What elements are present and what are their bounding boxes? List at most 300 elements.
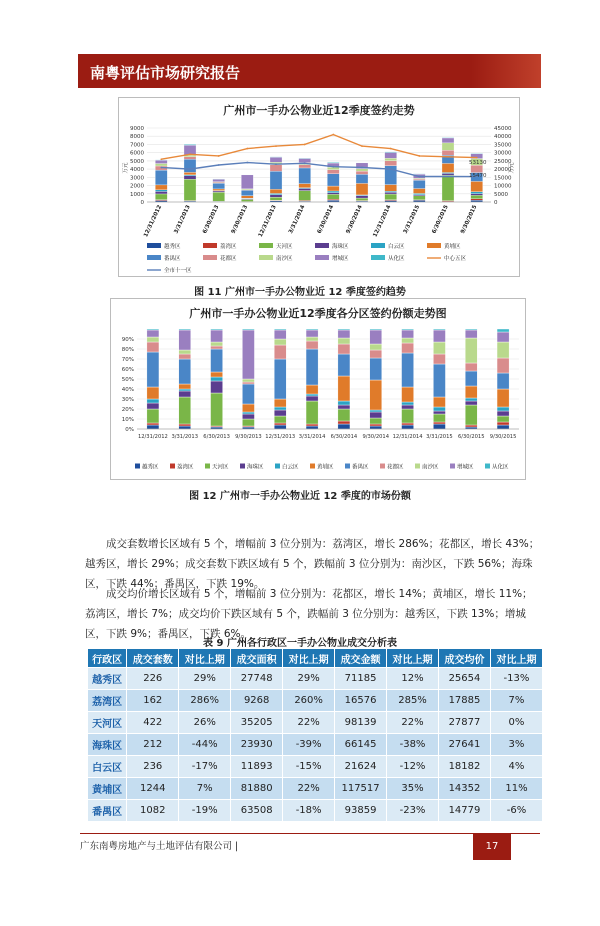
bar-segment [497,358,509,373]
bar-segment [306,396,318,401]
bar-segment [433,330,445,342]
line-point [160,167,162,169]
bar-segment [299,189,311,191]
legend-swatch [275,464,280,469]
legend-label: 南沙区 [276,256,293,262]
value-cell: 117517 [335,778,387,800]
y-tick-label: 9000 [130,126,144,132]
bar-segment [306,394,318,396]
value-cell: 98139 [335,712,387,734]
value-cell: 4% [490,756,542,778]
value-cell: 17885 [439,690,491,712]
bar-segment [338,338,350,344]
bar-segment [179,329,191,330]
x-tick-label: 9/30/2014 [362,434,390,440]
y-tick-label: 50% [121,377,134,383]
line-series [161,135,476,160]
line-point [189,168,191,170]
bar-segment [356,198,368,200]
bar-segment [442,163,454,172]
line-point [275,145,277,147]
page-number: 17 [485,841,499,852]
header-area-change: 对比上期 [283,649,335,668]
bar-segment [465,398,477,401]
bar-segment [155,191,167,193]
legend-swatch [485,464,490,469]
bar-segment [497,373,509,389]
bar-segment [356,169,368,171]
bar-segment [497,425,509,429]
footer-divider [80,833,540,834]
bar-segment [385,152,397,153]
bar-segment [147,329,159,330]
bar-segment [497,329,509,332]
y2-tick-label: 35000 [494,142,512,149]
x-tick-label: 3/31/2013 [173,204,192,235]
value-cell: 66145 [335,734,387,756]
x-tick-label: 6/30/2014 [316,204,336,235]
bar-segment [497,411,509,416]
bar-segment [270,195,282,197]
value-cell: 422 [127,712,179,734]
bar-segment [270,165,282,172]
bar-segment [213,191,225,192]
y-tick-label: 90% [121,337,134,343]
x-tick-label: 6/30/2013 [202,204,221,235]
table-row [88,756,543,778]
table-header-row [88,649,543,668]
bar-segment [242,379,254,382]
y-tick-label: 10% [121,417,134,423]
bar-segment [327,170,339,174]
y-tick-label: 3000 [130,175,144,182]
header-district: 行政区 [88,649,127,668]
value-cell: 26% [179,712,231,734]
bar-segment [306,401,318,424]
bar-segment [211,330,223,342]
bar-segment [370,344,382,350]
value-cell: -6% [490,800,542,822]
header-price-change: 对比上期 [490,649,542,668]
x-tick-label: 12/31/2014 [372,204,393,239]
legend-label: 中心五区 [444,256,467,262]
legend-swatch [427,243,441,248]
value-cell: 260% [283,690,335,712]
y2-tick-label: 15000 [494,175,512,182]
bar-segment [370,412,382,418]
line-point [418,155,420,157]
bar-segment [155,164,167,166]
bar-segment [465,338,477,363]
y2-axis-label: 万元 [509,162,515,174]
line-point [304,162,306,164]
legend-label: 海珠区 [247,464,264,471]
legend-swatch [315,243,329,248]
bar-segment [402,425,414,429]
table-title: 表 9 广州各行政区一手办公物业成交分析表 [203,638,397,649]
bar-segment [327,191,339,193]
chart-2-title: 广州市一手办公物业近12季度各分区签约份额走势图 [189,307,447,320]
bar-segment [242,329,254,330]
y-axis-label: 万元 [123,162,129,174]
legend-swatch [371,255,385,260]
bar-segment [306,329,318,330]
bar-segment [497,422,509,425]
value-cell: 11% [490,778,542,800]
header-amount: 成交金额 [335,649,387,668]
bar-segment [402,402,414,405]
line-point [189,153,191,155]
value-cell: 29% [283,668,335,690]
legend-swatch [259,255,273,260]
line-point [390,148,392,150]
line-point [275,163,277,165]
bar-segment [274,425,286,429]
bar-segment [385,192,397,194]
value-cell: 236 [127,756,179,778]
bar-segment [211,372,223,377]
table-row [88,690,543,712]
x-tick-label: 12/31/2013 [265,434,296,440]
bar-segment [338,421,350,424]
value-cell: 1244 [127,778,179,800]
bar-segment [147,425,159,429]
legend-swatch [315,255,329,260]
bar-segment [471,194,483,196]
value-cell: 22% [387,712,439,734]
line-point [447,156,449,158]
value-cell: 22% [283,778,335,800]
district-cell: 天河区 [88,712,127,734]
legend-label: 荔湾区 [177,464,194,471]
bar-segment [274,416,286,423]
bar-segment [356,183,368,195]
value-cell: 35% [387,778,439,800]
bar-segment [338,344,350,354]
value-cell: 7% [490,690,542,712]
bar-segment [306,426,318,429]
legend-label: 南沙区 [422,464,439,471]
bar-segment [274,407,286,410]
x-tick-label: 12/31/2012 [137,434,168,440]
value-cell: 14352 [439,778,491,800]
bar-segment [179,330,191,350]
bar-segment [433,422,445,424]
y-tick-label: 30% [121,397,134,403]
bar-segment [413,179,425,180]
bar-segment [402,353,414,387]
value-cell: -44% [179,734,231,756]
value-cell: 16576 [335,690,387,712]
bar-segment [471,181,483,191]
table-row [88,800,543,822]
bar-segment [327,174,339,186]
header-price: 成交均价 [439,649,491,668]
bar-segment [241,199,253,201]
value-cell: 21624 [335,756,387,778]
bar-segment [213,183,225,189]
bar-segment [433,354,445,364]
value-cell: 29% [179,668,231,690]
bar-segment [306,424,318,426]
bar-segment [155,170,167,185]
legend-swatch [380,464,385,469]
district-cell: 海珠区 [88,734,127,756]
value-cell: 23930 [231,734,283,756]
bar-segment [465,405,477,425]
bar-segment [211,329,223,330]
value-cell: 286% [179,690,231,712]
bar-segment [370,330,382,344]
value-cell: 81880 [231,778,283,800]
bar-segment [338,329,350,330]
line-point [332,134,334,136]
bar-segment [241,190,253,195]
bar-segment [242,404,254,412]
legend-swatch [415,464,420,469]
legend-label: 全市十一区 [164,268,192,274]
bar-segment [184,157,196,159]
x-tick-label: 3/31/2014 [288,204,307,235]
value-cell: 0% [490,712,542,734]
bar-segment [433,342,445,354]
header-accent [471,54,541,88]
figure-11-caption: 图 11 广州市一手办公物业近 12 季度签约趋势 [194,287,406,298]
bar-segment [241,175,253,189]
bar-segment [413,189,425,194]
value-cell: 14779 [439,800,491,822]
legend-label: 越秀区 [164,244,181,250]
legend-label: 白云区 [388,244,405,250]
legend-swatch [147,243,161,248]
x-tick-label: 9/30/2014 [345,204,364,235]
bar-segment [211,349,223,372]
bar-segment [211,342,223,346]
value-cell: 18182 [439,756,491,778]
line-point [447,176,449,178]
bar-segment [471,192,483,194]
legend-label: 花都区 [387,464,404,471]
bar-segment [413,180,425,188]
bar-segment [213,179,225,181]
chart-2-box [110,298,526,480]
value-cell: -38% [387,734,439,756]
chart-1-title: 广州市一手办公物业近12季度签约走势 [223,104,415,117]
bar-segment [465,363,477,371]
y2-tick-label: 40000 [494,134,512,141]
legend-label: 番禺区 [164,256,181,262]
bar-segment [465,425,477,427]
table-row [88,712,543,734]
bar-segment [402,405,414,409]
bar-segment [356,174,368,183]
line-point [246,162,248,164]
bar-segment [356,196,368,198]
bar-segment [147,342,159,352]
legend-swatch [205,464,210,469]
bar-segment [211,346,223,349]
chart-1-box [118,97,520,277]
bar-segment [147,403,159,409]
bar-segment [385,161,397,166]
value-cell: -18% [283,800,335,822]
bar-segment [179,424,191,426]
bar-segment [242,412,254,414]
bar-segment [274,330,286,339]
y-tick-label: 0% [125,427,134,433]
bar-segment [385,191,397,192]
x-tick-label: 9/30/2015 [489,434,517,440]
value-cell: 35205 [231,712,283,734]
x-tick-label: 12/31/2013 [257,204,278,239]
bar-segment [179,391,191,397]
bar-segment [184,159,196,172]
x-tick-label: 9/30/2015 [460,204,479,235]
bar-segment [274,399,286,407]
annotation-label: 15470 [469,173,487,179]
bar-segment [370,426,382,429]
y-tick-label: 40% [121,387,134,393]
value-cell: 285% [387,690,439,712]
value-cell: -12% [387,756,439,778]
bar-segment [242,384,254,404]
bar-segment [370,424,382,426]
bar-segment [497,342,509,358]
bar-segment [356,171,368,174]
bar-segment [147,423,159,425]
bar-segment [497,416,509,422]
y-tick-label: 2000 [130,183,144,190]
x-tick-label: 9/30/2013 [230,204,250,235]
bar-segment [370,410,382,412]
x-tick-label: 6/30/2015 [431,204,450,235]
bar-segment [155,194,167,200]
bar-segment [213,192,225,201]
y-tick-label: 7000 [130,142,144,149]
legend-label: 荔湾区 [220,244,237,250]
value-cell: 11893 [231,756,283,778]
bar-segment [433,424,445,429]
bar-segment [270,189,282,193]
value-cell: 27877 [439,712,491,734]
bar-segment [442,138,454,143]
bar-segment [155,190,167,192]
bar-segment [155,185,167,190]
bar-segment [327,162,339,163]
y2-tick-label: 10000 [494,183,512,190]
legend-label: 增城区 [332,256,349,262]
header-bar [78,54,541,88]
bar-segment [433,414,445,422]
bar-segment [242,330,254,379]
bar-segment [274,359,286,399]
bar-segment [306,349,318,385]
y2-tick-label: 20000 [494,167,512,174]
y-tick-label: 0 [140,200,144,206]
y-tick-label: 8000 [130,134,144,141]
bar-segment [402,409,414,423]
bar-segment [184,144,196,145]
district-cell: 荔湾区 [88,690,127,712]
header-amount-change: 对比上期 [387,649,439,668]
legend-swatch [147,255,161,260]
value-cell: 7% [179,778,231,800]
bar-segment [242,382,254,384]
bar-segment [385,158,397,160]
bar-segment [433,411,445,414]
bar-segment [184,179,196,200]
bar-segment [465,401,477,405]
legend-swatch [135,464,140,469]
bar-segment [327,194,339,199]
y2-tick-label: 30000 [494,150,512,157]
bar-segment [385,185,397,192]
legend-swatch [450,464,455,469]
bar-segment [338,330,350,338]
line-point [390,168,392,170]
bar-segment [155,160,167,163]
line-point [361,167,363,169]
legend-label: 增城区 [457,464,474,471]
y-tick-label: 1000 [130,191,144,198]
figure-12-caption: 图 12 广州市一手办公物业近 12 季度的市场份额 [189,491,411,502]
value-cell: 1082 [127,800,179,822]
bar-segment [299,191,311,201]
bar-segment [211,381,223,393]
y-tick-label: 6000 [130,150,144,157]
legend-label: 黄埔区 [317,464,334,471]
legend-label: 越秀区 [142,464,159,471]
bar-segment [402,338,414,343]
bar-segment [179,350,191,354]
x-tick-label: 6/30/2014 [330,434,358,440]
legend-label: 从化区 [492,464,509,471]
y-tick-label: 4000 [130,167,144,174]
y-tick-label: 60% [121,367,134,373]
bar-segment [497,332,509,342]
x-tick-label: 12/31/2012 [143,204,164,239]
bar-segment [433,329,445,330]
annotation-label: 53130 [469,160,487,166]
legend-swatch [203,243,217,248]
x-tick-label: 9/30/2013 [235,434,262,440]
bar-segment [497,389,509,407]
bar-segment [274,339,286,345]
bar-segment [413,193,425,194]
bar-segment [402,329,414,330]
footer-company: 广东南粤房地产与土地评估有限公司 | [80,841,239,852]
bar-segment [242,419,254,426]
bar-segment [370,329,382,330]
line-point [361,145,363,147]
district-cell: 白云区 [88,756,127,778]
value-cell: 93859 [335,800,387,822]
line-series [161,163,476,177]
bar-segment [179,397,191,424]
legend-swatch [203,255,217,260]
bar-segment [385,194,397,200]
district-cell: 越秀区 [88,668,127,690]
bar-segment [465,329,477,330]
bar-segment [442,175,454,200]
bar-segment [433,364,445,397]
bar-segment [471,195,483,198]
bar-segment [179,384,191,389]
bar-segment [241,196,253,198]
bar-segment [338,354,350,376]
bar-segment [211,393,223,426]
bar-segment [147,387,159,399]
